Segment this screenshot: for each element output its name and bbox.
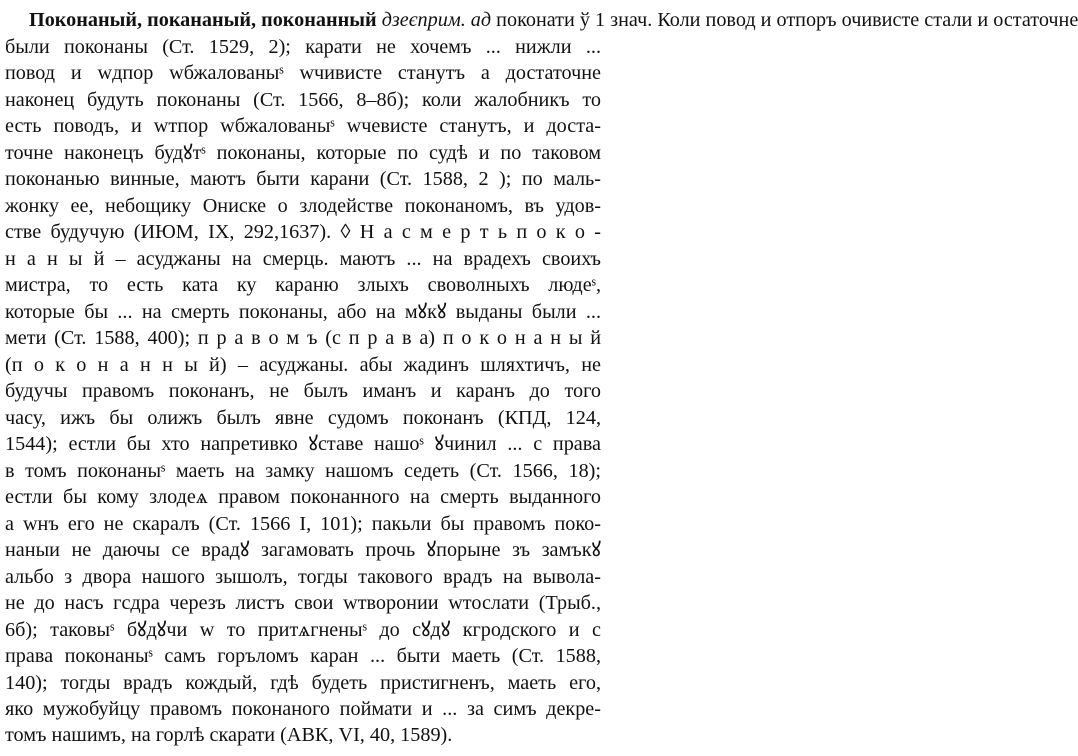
entry-line: права поконаныˢ самъ горъломъ каран ... быти маеть (Ст. 1588, xyxy=(5,645,601,667)
entry-line: наныи не даючы се врадꙋ загамовать прочь ꙋпорыне зъ замъкꙋ xyxy=(5,539,601,561)
entry-line: наконец будуть поконаны (Ст. 1566, 8–8б); коли жалобникъ то xyxy=(5,88,601,111)
entry-line: не до насъ гсдра черезъ листъ свои wтворонии wтослати (Трыб., xyxy=(5,592,601,614)
entry-line: точне наконецъ будꙋтˢ поконаны, которые по судѣ и по таковом xyxy=(5,141,601,164)
entry-line: альбо з двора нашого зышолъ, тогды таковогo врадъ на выволa- xyxy=(5,565,601,588)
entry-line: 140); тогды врадъ кождый, гдѣ будеть пристигненъ, маеть его, xyxy=(5,671,601,694)
entry-line: повод и wдпор wбжалованыˢ wчивисте станутъ а достаточне xyxy=(5,62,601,84)
entry-line: естли бы кому злодеѧ правом поконанного на смерть выданного xyxy=(5,486,601,508)
entry-line: яко мужобуйцу правомъ поконаного поймати и ... за симъ декре- xyxy=(5,698,601,720)
entry-line: 6б); таковыˢ бꙋдꙋчи w то притѧгненыˢ до сꙋдꙋ кгродского и с xyxy=(5,618,601,641)
entry-line: в томъ поконаныˢ маеть на замку нашомъ седеть (Ст. 1566, 18); xyxy=(5,459,601,482)
entry-line: были поконаны (Ст. 1529, 2); карати не хочемъ ... нижли ... xyxy=(5,35,601,58)
entry-line-text: поконати ў 1 знач. Коли повод и отпоръ очивисте стали и остаточне xyxy=(491,9,1078,31)
entry-line: н а н ы й – асуджаны на смерць. маютъ ... на врадехъ своихъ xyxy=(5,247,601,270)
entry-line: поконанью винные, маютъ быти карани (Ст. 1588, 2 ); по маль- xyxy=(5,168,601,190)
entry-line: есть поводъ, и wтпор wбжалованыˢ wчевисте станутъ, и доста- xyxy=(5,115,601,137)
headword: Поконаный, покананый, поконанный xyxy=(29,9,377,31)
entry-line: будучы правомъ поконанъ, не былъ иманъ и каранъ до того xyxy=(5,380,601,402)
entry-line: (п о к о н а н н ы й) – асуджаны. абы жадинъ шляхтичъ, не xyxy=(5,353,601,376)
dictionary-entry xyxy=(5,6,1078,750)
entry-line xyxy=(29,6,1078,35)
entry-line: часу, ижъ бы олижъ былъ явне судомъ поконанъ (КПД, 124, xyxy=(5,406,601,429)
grammar-label: дзеєприм. ад xyxy=(381,9,492,31)
entry-line: которые бы ... на смерть поконаны, або на мꙋкꙋ выданы были ... xyxy=(5,300,601,323)
entry-line: мистра, то есть ката ку караню злыхъ своволныхъ людеˢ, xyxy=(5,274,601,296)
entry-line: а wнъ его не скаралъ (Ст. 1566 I, 101); пакьли бы правомъ поко- xyxy=(5,512,601,535)
entry-line: жонку ее, небощику Ониске о злодействе поконаномъ, въ удов- xyxy=(5,194,601,217)
entry-line: мети (Ст. 1588, 400); п р а в о м ъ (с п р а в а) п о к о н а н ы й xyxy=(5,327,601,349)
entry-line: 1544); естли бы хто напретивко ꙋставе нашоˢ ꙋчинил ... с права xyxy=(5,433,601,455)
entry-line: томъ нашимъ, на горлѣ скарати (АВК, VI, 40, 1589). xyxy=(5,724,453,746)
entry-line: стве будучую (ИЮМ, IX, 292,1637). ◊ Н а с м е р т ь п о к о - xyxy=(5,221,601,243)
